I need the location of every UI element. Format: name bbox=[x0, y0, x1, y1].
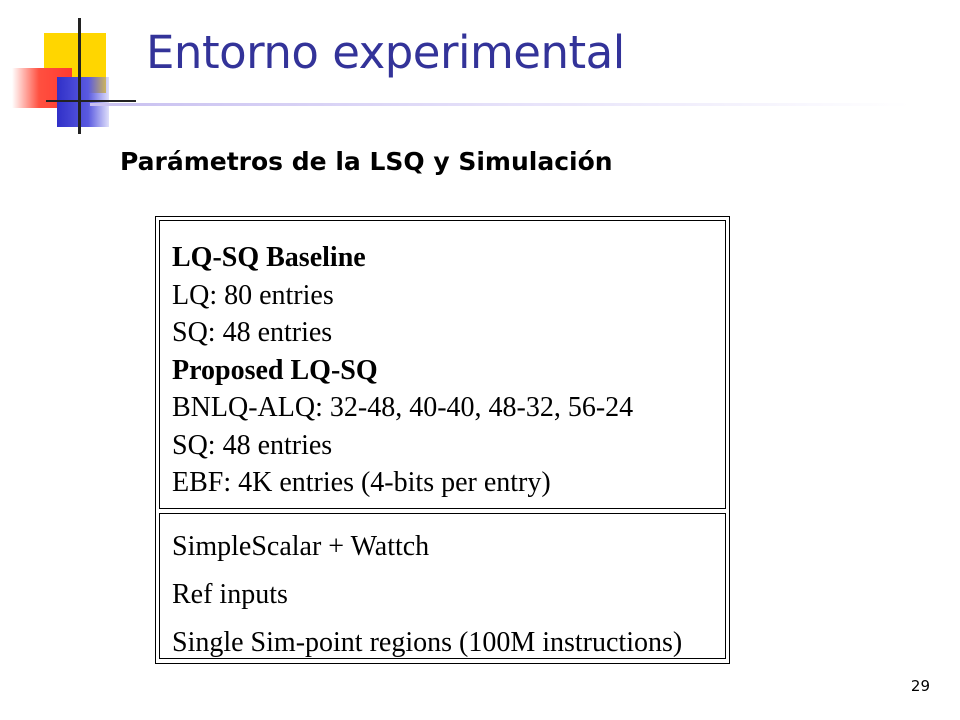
logo-horizontal-line bbox=[46, 100, 136, 102]
proposed-ebf-entries: EBF: 4K entries (4-bits per entry) bbox=[172, 467, 551, 498]
title-underline bbox=[90, 103, 910, 106]
page-number: 29 bbox=[910, 677, 930, 695]
regions-line: Single Sim-point regions (100M instructions) bbox=[172, 627, 683, 658]
lsq-parameters-panel bbox=[159, 220, 726, 509]
proposed-heading: Proposed LQ-SQ bbox=[172, 354, 378, 386]
simulation-parameters-panel bbox=[159, 513, 726, 659]
slide-logo bbox=[0, 0, 140, 140]
simulator-line: SimpleScalar + Wattch bbox=[172, 531, 430, 562]
proposed-bnlq-alq: BNLQ-ALQ: 32-48, 40-40, 48-32, 56-24 bbox=[172, 392, 634, 423]
inputs-line: Ref inputs bbox=[172, 579, 288, 610]
logo-vertical-line bbox=[78, 18, 81, 134]
slide-title: Entorno experimental bbox=[146, 26, 625, 79]
parameters-table bbox=[155, 216, 730, 664]
baseline-heading: LQ-SQ Baseline bbox=[172, 242, 366, 273]
logo-blue-square bbox=[57, 77, 109, 127]
proposed-sq-entries: SQ: 48 entries bbox=[172, 429, 333, 461]
baseline-lq-entries: LQ: 80 entries bbox=[172, 279, 334, 311]
slide-subtitle: Parámetros de la LSQ y Simulación bbox=[120, 147, 613, 176]
baseline-sq-entries: SQ: 48 entries bbox=[172, 317, 333, 348]
